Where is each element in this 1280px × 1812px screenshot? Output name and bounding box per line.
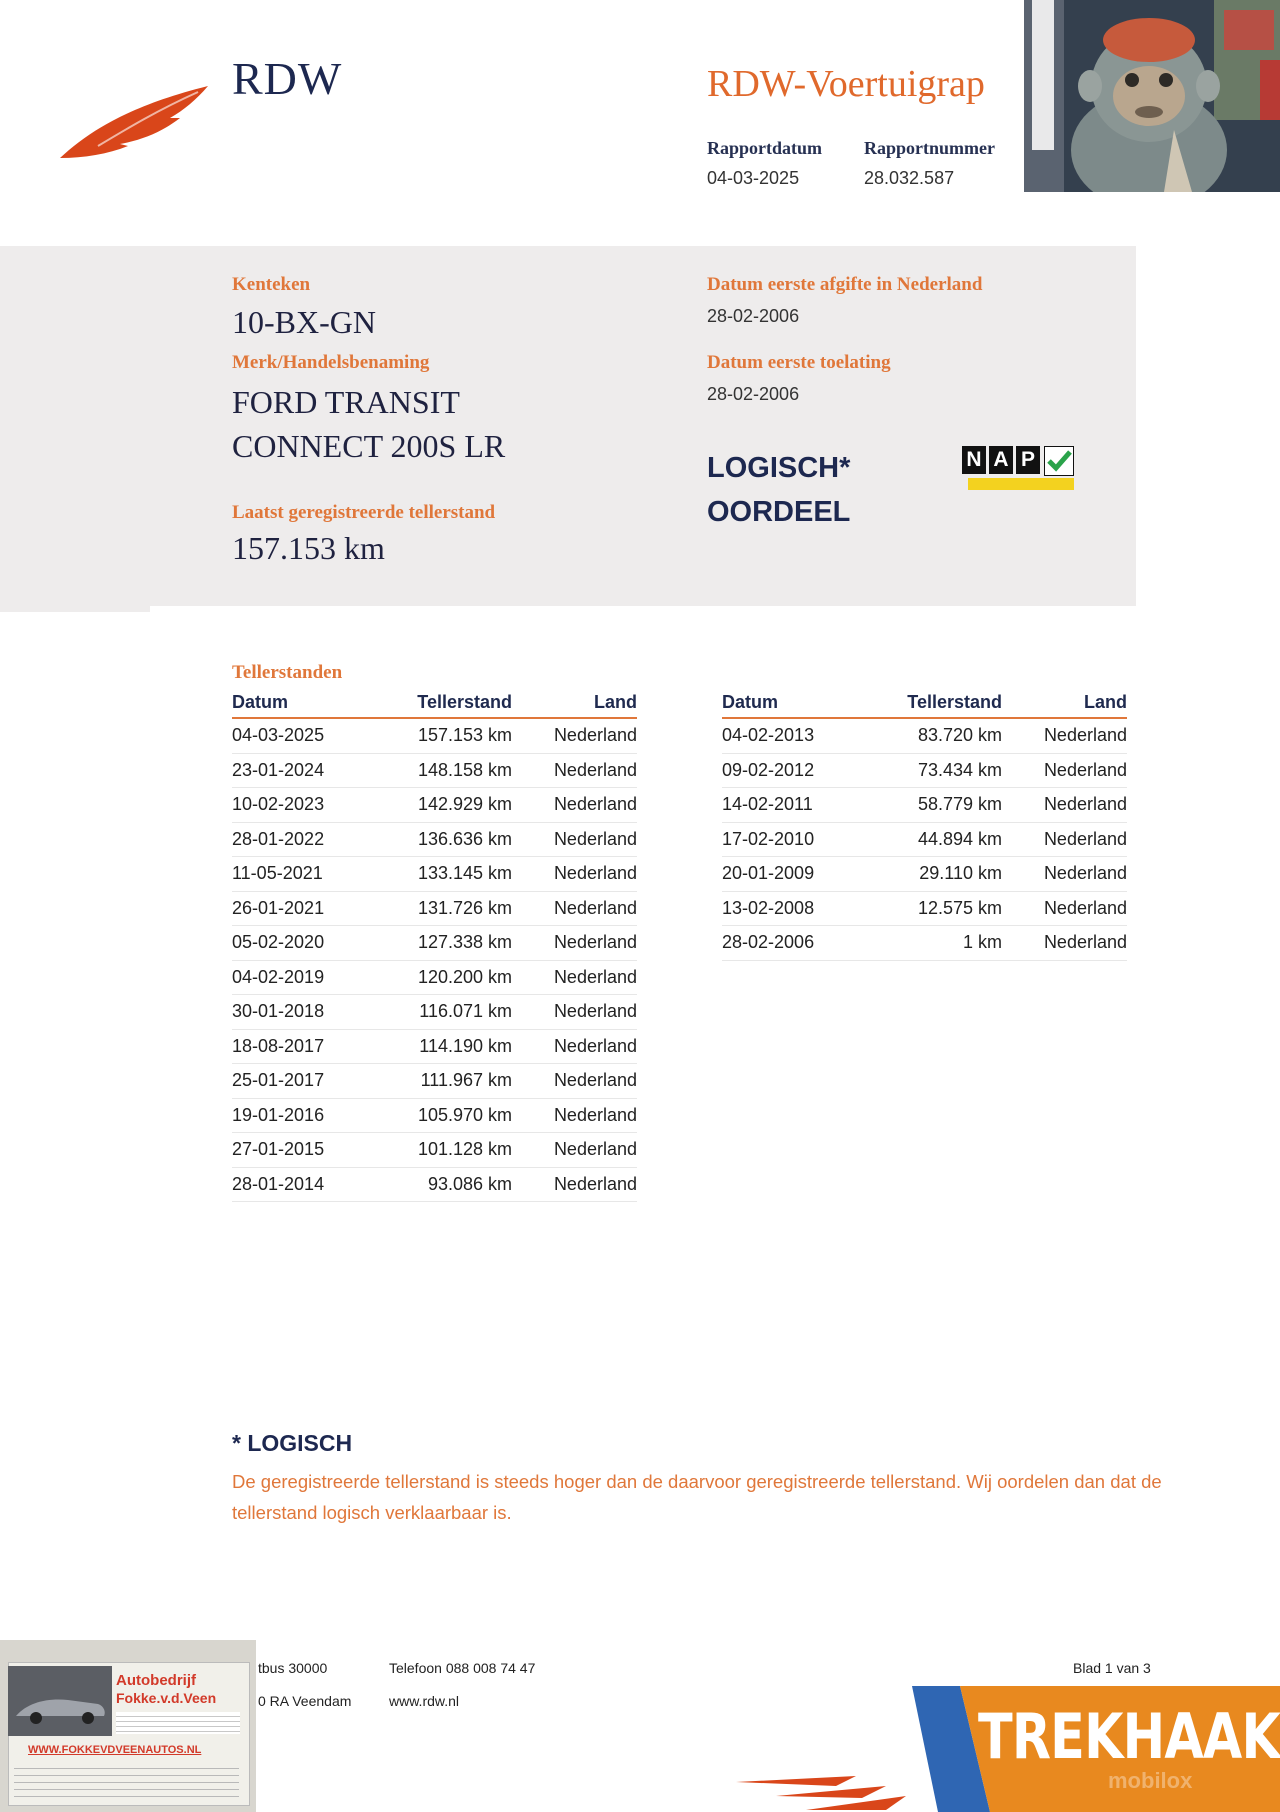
cell-land: Nederland xyxy=(553,1001,637,1022)
toelating-label: Datum eerste toelating xyxy=(707,352,891,373)
report-date-value: 04-03-2025 xyxy=(707,168,800,188)
cell-km: 12.575 km xyxy=(917,897,1002,918)
footnote-title: * LOGISCH xyxy=(232,1430,353,1456)
afgifte-value: 28-02-2006 xyxy=(707,306,800,326)
cell-date: 25-01-2017 xyxy=(232,1070,325,1091)
cell-land: Nederland xyxy=(553,1104,637,1125)
table-row xyxy=(232,892,637,927)
summary-panel xyxy=(0,246,1136,606)
cell-land: Nederland xyxy=(1043,863,1127,884)
cell-land: Nederland xyxy=(553,897,637,918)
cell-km: 29.110 km xyxy=(919,863,1002,884)
table-row xyxy=(232,1064,637,1099)
table-row xyxy=(232,995,637,1030)
cell-km: 120.200 km xyxy=(417,966,512,987)
dealer-name-line1: Autobedrijf xyxy=(116,1672,196,1689)
cell-date: 11-05-2021 xyxy=(232,863,323,884)
cell-km: 83.720 km xyxy=(917,725,1002,746)
table-row xyxy=(232,754,637,789)
trekhaak-text: TREKHAAK xyxy=(978,1700,1280,1773)
cell-date: 19-01-2016 xyxy=(232,1104,325,1125)
cell-km: 111.967 km xyxy=(420,1070,512,1091)
cell-land: Nederland xyxy=(553,932,637,953)
footer-phone: Telefoon 088 008 74 47 xyxy=(389,1660,536,1676)
report-number-value: 28.032.587 xyxy=(864,168,955,188)
table-row xyxy=(232,857,637,892)
cell-km: 127.338 km xyxy=(417,932,512,953)
nap-letter-n: N xyxy=(962,446,986,474)
table-row xyxy=(232,961,637,996)
cell-km: 73.434 km xyxy=(917,759,1002,780)
table-row xyxy=(722,857,1127,892)
table-row xyxy=(232,823,637,858)
cell-land: Nederland xyxy=(1043,828,1127,849)
cell-land: Nederland xyxy=(553,1070,637,1091)
footer-page-number: Blad 1 van 3 xyxy=(1073,1660,1151,1676)
odometer-table-right xyxy=(722,692,1127,961)
cell-land: Nederland xyxy=(553,794,637,815)
cell-date: 04-02-2019 xyxy=(232,966,325,987)
cell-land: Nederland xyxy=(553,966,637,987)
table-row xyxy=(722,892,1127,927)
cell-km: 58.779 km xyxy=(917,794,1002,815)
table-row xyxy=(232,719,637,754)
report-date-label: Rapportdatum xyxy=(707,138,823,158)
cell-date: 27-01-2015 xyxy=(232,1139,325,1160)
summary-panel-tab xyxy=(0,590,150,612)
verdict-line2: OORDEEL xyxy=(707,496,851,528)
table-row xyxy=(232,1099,637,1134)
kenteken-label: Kenteken xyxy=(232,274,311,295)
cell-date: 10-02-2023 xyxy=(232,794,325,815)
dealer-card-photo xyxy=(0,1640,256,1812)
cell-land: Nederland xyxy=(1043,725,1127,746)
footer-address-line1: tbus 30000 xyxy=(258,1660,328,1676)
merk-label: Merk/Handelsbenaming xyxy=(232,352,430,373)
monkey-statue-photo xyxy=(1024,0,1280,192)
cell-km: 136.636 km xyxy=(417,828,512,849)
cell-land: Nederland xyxy=(553,1173,637,1194)
trekhaak-banner xyxy=(912,1686,1280,1812)
cell-km: 1 km xyxy=(962,932,1002,953)
nap-letter-a: A xyxy=(989,446,1013,474)
cell-date: 28-02-2006 xyxy=(722,932,815,953)
header-date: Datum xyxy=(722,692,779,712)
header-km: Tellerstand xyxy=(907,692,1002,712)
toelating-value: 28-02-2006 xyxy=(707,384,800,404)
cell-land: Nederland xyxy=(553,725,637,746)
cell-land: Nederland xyxy=(1043,759,1127,780)
cell-km: 142.929 km xyxy=(417,794,512,815)
cell-date: 20-01-2009 xyxy=(722,863,815,884)
cell-land: Nederland xyxy=(553,759,637,780)
odometer-table-left xyxy=(232,692,637,1202)
cell-date: 26-01-2021 xyxy=(232,897,325,918)
table-row xyxy=(722,823,1127,858)
teller-value: 157.153 km xyxy=(232,530,385,566)
dealer-website[interactable]: WWW.FOKKEVDVEENAUTOS.NL xyxy=(28,1744,202,1756)
table-row xyxy=(722,754,1127,789)
table-row xyxy=(232,788,637,823)
merk-value-line2: CONNECT 200S LR xyxy=(232,428,506,464)
teller-label: Laatst geregistreerde tellerstand xyxy=(232,502,496,523)
cell-date: 14-02-2011 xyxy=(722,794,813,815)
cell-land: Nederland xyxy=(553,863,637,884)
header-land: Land xyxy=(1084,692,1127,712)
cell-km: 93.086 km xyxy=(427,1173,512,1194)
table-row xyxy=(722,926,1127,961)
cell-date: 28-01-2014 xyxy=(232,1173,325,1194)
cell-km: 133.145 km xyxy=(417,863,512,884)
cell-land: Nederland xyxy=(1043,897,1127,918)
cell-date: 23-01-2024 xyxy=(232,759,325,780)
brand-name: RDW xyxy=(232,53,343,104)
table-row xyxy=(232,1168,637,1203)
cell-km: 105.970 km xyxy=(417,1104,512,1125)
kenteken-value: 10-BX-GN xyxy=(232,304,376,340)
rdw-feather-logo xyxy=(58,80,210,160)
cell-date: 04-03-2025 xyxy=(232,725,325,746)
table-row xyxy=(232,1030,637,1065)
merk-value-line1: FORD TRANSIT xyxy=(232,384,460,420)
cell-date: 04-02-2013 xyxy=(722,725,815,746)
cell-date: 17-02-2010 xyxy=(722,828,815,849)
cell-date: 09-02-2012 xyxy=(722,759,815,780)
header-date: Datum xyxy=(232,692,289,712)
tellerstanden-title: Tellerstanden xyxy=(232,662,343,683)
table-row xyxy=(722,788,1127,823)
table-row xyxy=(722,719,1127,754)
nap-badge xyxy=(962,446,1074,490)
cell-km: 44.894 km xyxy=(917,828,1002,849)
nap-letter-p: P xyxy=(1016,446,1040,474)
header-km: Tellerstand xyxy=(417,692,512,712)
table-header xyxy=(722,692,1127,719)
header-land: Land xyxy=(594,692,637,712)
cell-date: 28-01-2022 xyxy=(232,828,325,849)
cell-land: Nederland xyxy=(1043,932,1127,953)
table-header xyxy=(232,692,637,719)
watermark-text: mobilox xyxy=(1108,1768,1193,1793)
cell-km: 131.726 km xyxy=(417,897,512,918)
footnote-text: De geregistreerde tellerstand is steeds hoger dan de daarvoor geregistreerde tellerstand. Wij oordelen dan dat de tellerstand logisch verklaarbaar is. xyxy=(232,1471,1162,1523)
report-number-label: Rapportnummer xyxy=(864,138,995,158)
footer-feather-logo xyxy=(736,1752,926,1812)
cell-km: 114.190 km xyxy=(419,1035,512,1056)
cell-land: Nederland xyxy=(553,828,637,849)
cell-land: Nederland xyxy=(553,1139,637,1160)
cell-date: 13-02-2008 xyxy=(722,897,815,918)
footer-address-line2: 0 RA Veendam xyxy=(258,1693,352,1709)
footer-website[interactable]: www.rdw.nl xyxy=(389,1693,460,1709)
dealer-name-line2: Fokke.v.d.Veen xyxy=(116,1690,217,1706)
verdict-line1: LOGISCH* xyxy=(707,452,851,484)
cell-date: 30-01-2018 xyxy=(232,1001,325,1022)
cell-date: 05-02-2020 xyxy=(232,932,325,953)
cell-km: 148.158 km xyxy=(417,759,512,780)
cell-date: 18-08-2017 xyxy=(232,1035,325,1056)
report-title: RDW-Voertuigrap xyxy=(707,63,985,105)
cell-land: Nederland xyxy=(1043,794,1127,815)
cell-land: Nederland xyxy=(553,1035,637,1056)
cell-km: 116.071 km xyxy=(419,1001,512,1022)
cell-km: 101.128 km xyxy=(417,1139,512,1160)
car-photo-icon xyxy=(8,1666,112,1736)
table-row xyxy=(232,926,637,961)
afgifte-label: Datum eerste afgifte in Nederland xyxy=(707,274,983,295)
table-row xyxy=(232,1133,637,1168)
cell-km: 157.153 km xyxy=(417,725,512,746)
checkmark-icon xyxy=(1044,446,1074,476)
